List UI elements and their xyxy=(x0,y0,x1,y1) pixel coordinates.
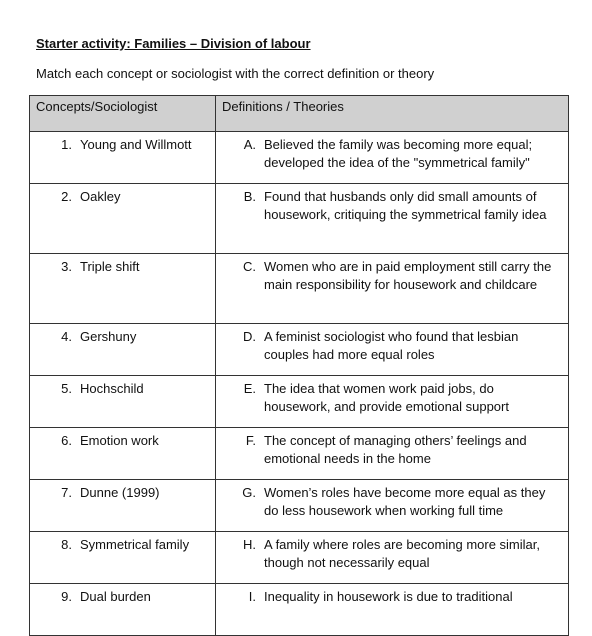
table-row xyxy=(30,254,569,324)
row-letter: A. xyxy=(243,137,256,152)
definition-text: A feminist sociologist who found that lesbian couples had more equal roles xyxy=(264,329,519,362)
row-letter: I. xyxy=(248,589,256,604)
concept-text: Triple shift xyxy=(80,259,140,274)
row-letter: H. xyxy=(243,537,256,552)
concept-cell xyxy=(30,428,216,480)
concept-text: Emotion work xyxy=(80,433,159,448)
definition-cell xyxy=(216,324,569,376)
row-letter: D. xyxy=(243,329,256,344)
concept-cell xyxy=(30,132,216,184)
row-letter: B. xyxy=(243,189,256,204)
definition-text: Found that husbands only did small amounts of housework, critiquing the symmetrical family idea xyxy=(264,189,547,222)
concept-cell xyxy=(30,532,216,584)
row-number: 6. xyxy=(61,433,72,448)
row-number: 5. xyxy=(61,381,72,396)
definition-cell xyxy=(216,184,569,254)
row-number: 3. xyxy=(61,259,72,274)
table-row xyxy=(30,376,569,428)
header-definitions: Definitions / Theories xyxy=(216,96,569,132)
row-letter: F. xyxy=(245,433,256,448)
definition-cell xyxy=(216,532,569,584)
row-letter: E. xyxy=(243,381,256,396)
definition-text: Believed the family was becoming more equal; developed the idea of the "symmetrical family" xyxy=(264,137,533,170)
definition-cell xyxy=(216,584,569,636)
row-number: 8. xyxy=(61,537,72,552)
instructions: Match each concept or sociologist with the correct definition or theory xyxy=(36,66,435,81)
concept-cell xyxy=(30,254,216,324)
table-row xyxy=(30,324,569,376)
table-row xyxy=(30,132,569,184)
definition-cell xyxy=(216,480,569,532)
concept-text: Dunne (1999) xyxy=(80,485,160,500)
row-number: 2. xyxy=(61,189,72,204)
concept-text: Young and Willmott xyxy=(80,137,192,152)
concept-text: Oakley xyxy=(80,189,121,204)
definition-text: The concept of managing others’ feelings and emotional needs in the home xyxy=(264,433,527,466)
matching-table xyxy=(29,95,569,636)
row-letter: G. xyxy=(242,485,256,500)
table-row xyxy=(30,184,569,254)
definition-text: Women’s roles have become more equal as they do less housework when working full time xyxy=(264,485,546,518)
concept-text: Hochschild xyxy=(80,381,144,396)
table-row xyxy=(30,584,569,636)
header-concepts: Concepts/Sociologist xyxy=(30,96,216,132)
concept-cell xyxy=(30,324,216,376)
table-row xyxy=(30,428,569,480)
row-number: 4. xyxy=(61,329,72,344)
concept-text: Dual burden xyxy=(80,589,151,604)
definition-text: The idea that women work paid jobs, do housework, and provide emotional support xyxy=(264,381,509,414)
concept-text: Gershuny xyxy=(80,329,137,344)
concept-cell xyxy=(30,584,216,636)
concept-text: Symmetrical family xyxy=(80,537,190,552)
definition-text: Women who are in paid employment still carry the main responsibility for housework and childcare xyxy=(264,259,552,292)
definition-cell xyxy=(216,254,569,324)
definition-cell xyxy=(216,376,569,428)
row-number: 1. xyxy=(61,137,72,152)
definition-text: A family where roles are becoming more similar, though not necessarily equal xyxy=(264,537,540,570)
definition-cell xyxy=(216,132,569,184)
definition-cell xyxy=(216,428,569,480)
row-number: 9. xyxy=(61,589,72,604)
concept-cell xyxy=(30,376,216,428)
page-title: Starter activity: Families – Division of labour xyxy=(36,36,311,51)
concept-cell xyxy=(30,480,216,532)
table-row xyxy=(30,480,569,532)
row-number: 7. xyxy=(61,485,72,500)
row-letter: C. xyxy=(243,259,256,274)
table-header-row xyxy=(30,96,569,132)
concept-cell xyxy=(30,184,216,254)
table-row xyxy=(30,532,569,584)
definition-text: Inequality in housework is due to traditional xyxy=(264,589,513,604)
